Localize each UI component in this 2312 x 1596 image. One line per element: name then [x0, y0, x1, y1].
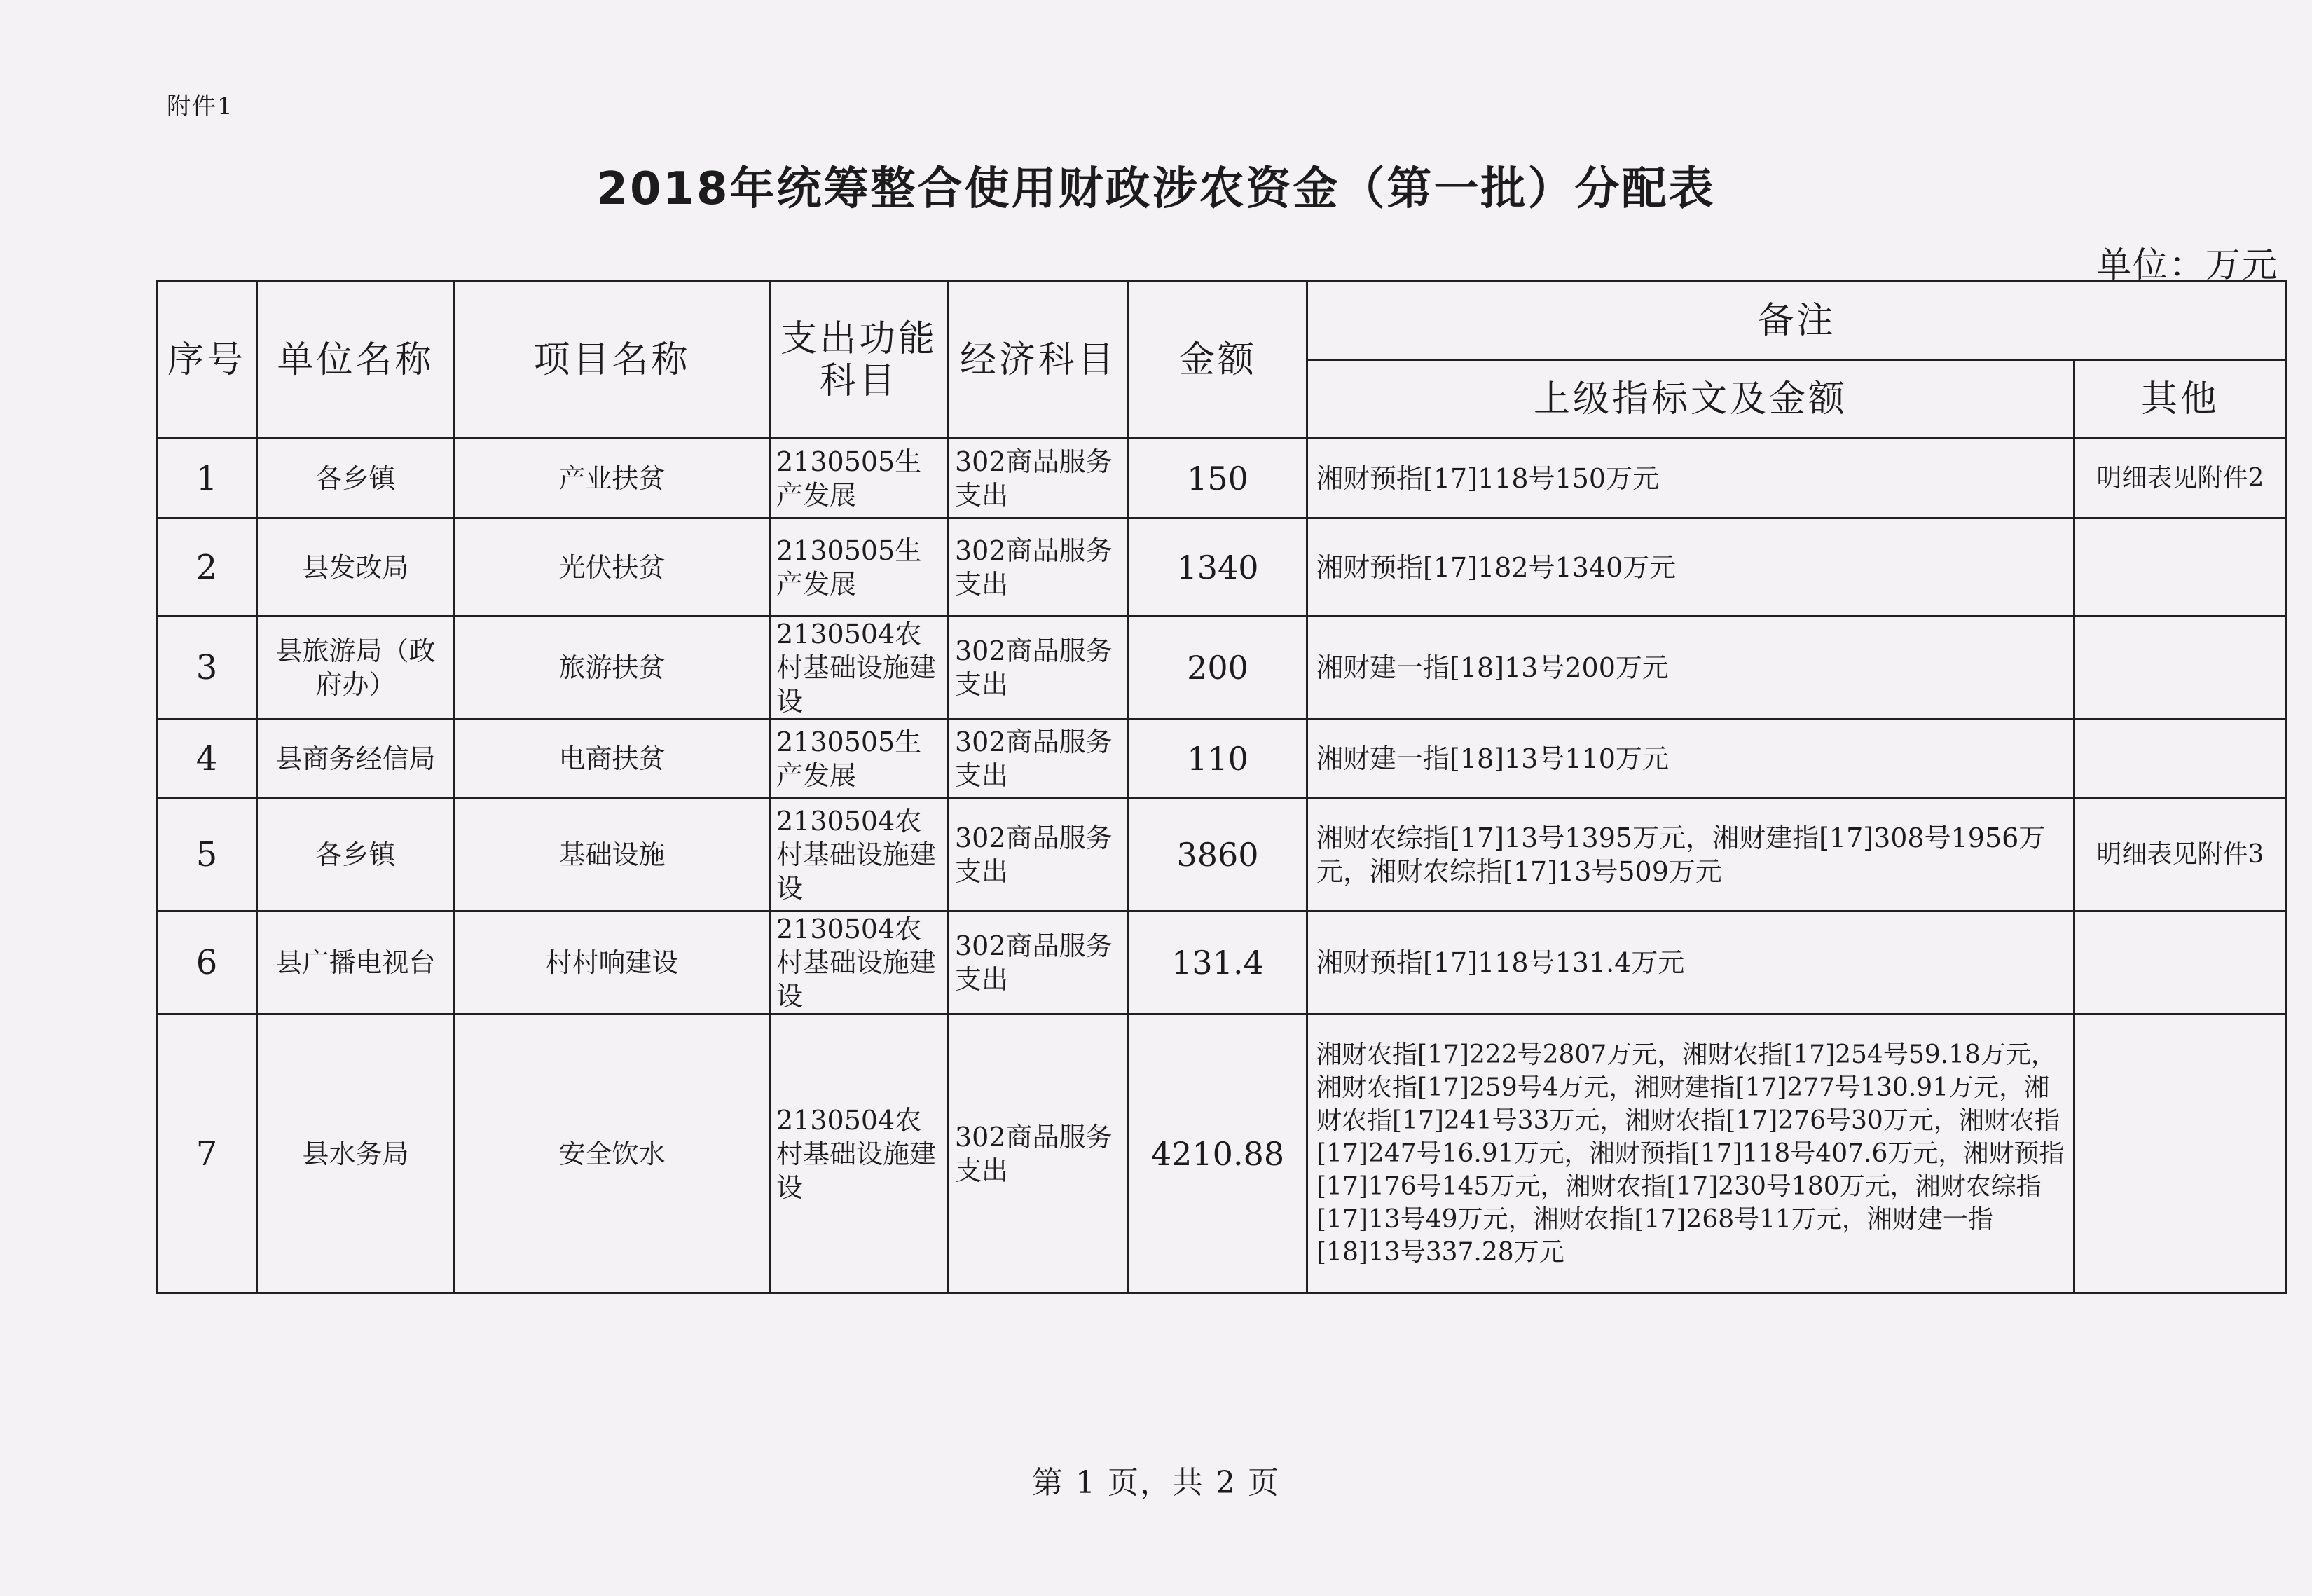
cell-economic-subject: 302商品服务支出	[949, 518, 1129, 617]
cell-project: 旅游扶贫	[455, 617, 770, 720]
cell-unit: 各乡镇	[257, 439, 455, 518]
table-row	[157, 911, 2287, 1014]
cell-seq: 2	[157, 518, 257, 617]
cell-amount: 4210.88	[1129, 1014, 1307, 1293]
cell-amount: 1340	[1129, 518, 1307, 617]
header-remarks: 备注	[1307, 282, 2287, 360]
cell-other	[2074, 617, 2287, 720]
cell-function-subject: 2130504农村基础设施建设	[770, 1014, 949, 1293]
cell-function-subject: 2130504农村基础设施建设	[770, 617, 949, 720]
header-upper-doc: 上级指标文及金额	[1307, 360, 2074, 439]
page-number: 第 1 页，共 2 页	[1032, 1465, 1280, 1501]
cell-upper-doc: 湘财农综指[17]13号1395万元，湘财建指[17]308号1956万元，湘财农综指[17]13号509万元	[1307, 798, 2074, 911]
cell-seq: 6	[157, 911, 257, 1014]
header-seq: 序号	[157, 282, 257, 439]
table-row	[157, 518, 2287, 617]
cell-project: 安全饮水	[455, 1014, 770, 1293]
cell-project: 电商扶贫	[455, 720, 770, 798]
header-function-subject: 支出功能科目	[770, 282, 949, 439]
cell-amount: 150	[1129, 439, 1307, 518]
cell-project: 产业扶贫	[455, 439, 770, 518]
table-row	[157, 617, 2287, 720]
header-unit-name: 单位名称	[257, 282, 455, 439]
cell-amount: 131.4	[1129, 911, 1307, 1014]
cell-upper-doc: 湘财预指[17]182号1340万元	[1307, 518, 2074, 617]
cell-economic-subject: 302商品服务支出	[949, 617, 1129, 720]
table-row	[157, 798, 2287, 911]
header-other: 其他	[2074, 360, 2287, 439]
cell-upper-doc: 湘财建一指[18]13号200万元	[1307, 617, 2074, 720]
document-title: 2018年统筹整合使用财政涉农资金（第一批）分配表	[596, 163, 1716, 215]
cell-amount: 3860	[1129, 798, 1307, 911]
cell-upper-doc: 湘财农指[17]222号2807万元，湘财农指[17]254号59.18万元，湘财农指[17]259号4万元，湘财建指[17]277号130.91万元，湘财农指[17]241号33万元，湘财农指[17]276号30万元，湘财农指[17]247号16.91万元，湘财预指[17]118号407.6万元，湘财预指[17]176号145万元，湘财农指[17]230号180万元，湘财农综指[17]13号49万元，湘财农指[17]268号11万元，湘财建一指[18]13号337.28万元	[1307, 1014, 2074, 1293]
cell-function-subject: 2130504农村基础设施建设	[770, 911, 949, 1014]
cell-upper-doc: 湘财预指[17]118号131.4万元	[1307, 911, 2074, 1014]
cell-seq: 1	[157, 439, 257, 518]
attachment-label: 附件1	[167, 92, 234, 121]
cell-unit: 县发改局	[257, 518, 455, 617]
header-economic-subject: 经济科目	[949, 282, 1129, 439]
header-amount: 金额	[1129, 282, 1307, 439]
cell-project: 村村响建设	[455, 911, 770, 1014]
unit-label: 单位：万元	[2096, 245, 2278, 285]
table-row	[157, 720, 2287, 798]
table-row	[157, 1014, 2287, 1293]
cell-unit: 各乡镇	[257, 798, 455, 911]
cell-seq: 4	[157, 720, 257, 798]
cell-unit: 县旅游局（政府办）	[257, 617, 455, 720]
cell-other	[2074, 911, 2287, 1014]
cell-function-subject: 2130505生产发展	[770, 439, 949, 518]
cell-amount: 110	[1129, 720, 1307, 798]
cell-seq: 3	[157, 617, 257, 720]
cell-economic-subject: 302商品服务支出	[949, 911, 1129, 1014]
cell-other: 明细表见附件3	[2074, 798, 2287, 911]
allocation-table	[156, 280, 2287, 1294]
header-project-name: 项目名称	[455, 282, 770, 439]
cell-unit: 县广播电视台	[257, 911, 455, 1014]
cell-seq: 5	[157, 798, 257, 911]
cell-economic-subject: 302商品服务支出	[949, 798, 1129, 911]
cell-function-subject: 2130505生产发展	[770, 518, 949, 617]
cell-unit: 县水务局	[257, 1014, 455, 1293]
cell-other	[2074, 518, 2287, 617]
cell-economic-subject: 302商品服务支出	[949, 1014, 1129, 1293]
cell-project: 基础设施	[455, 798, 770, 911]
cell-project: 光伏扶贫	[455, 518, 770, 617]
cell-economic-subject: 302商品服务支出	[949, 439, 1129, 518]
cell-function-subject: 2130504农村基础设施建设	[770, 798, 949, 911]
cell-other	[2074, 1014, 2287, 1293]
cell-upper-doc: 湘财建一指[18]13号110万元	[1307, 720, 2074, 798]
cell-function-subject: 2130505生产发展	[770, 720, 949, 798]
cell-economic-subject: 302商品服务支出	[949, 720, 1129, 798]
cell-unit: 县商务经信局	[257, 720, 455, 798]
cell-other: 明细表见附件2	[2074, 439, 2287, 518]
cell-other	[2074, 720, 2287, 798]
table-row	[157, 439, 2287, 518]
cell-seq: 7	[157, 1014, 257, 1293]
cell-amount: 200	[1129, 617, 1307, 720]
cell-upper-doc: 湘财预指[17]118号150万元	[1307, 439, 2074, 518]
